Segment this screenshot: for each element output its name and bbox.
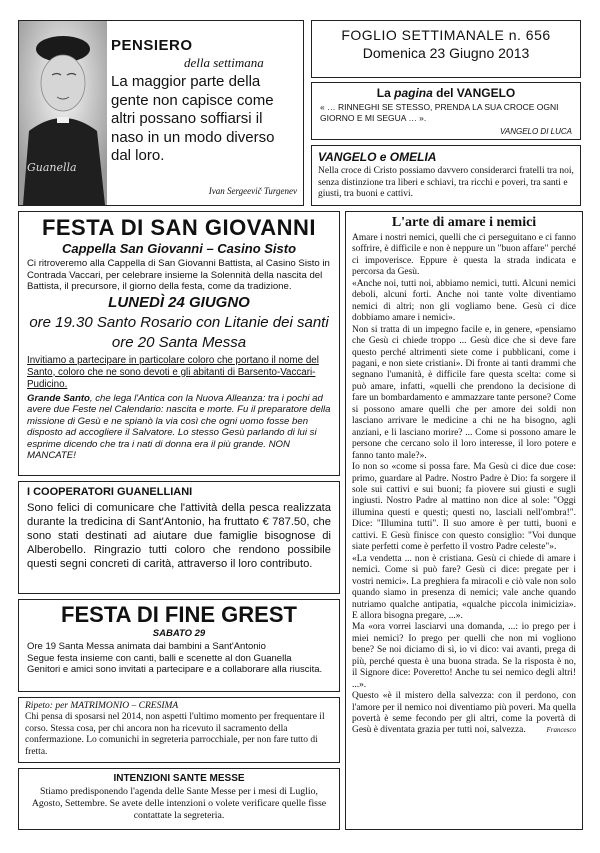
intenzioni-box bbox=[18, 768, 340, 830]
pensiero-box bbox=[18, 20, 304, 206]
foglio-date: Domenica 23 Giugno 2013 bbox=[362, 45, 530, 61]
pensiero-quote: La maggior parte della gente non capisce come altri possano soffiarsi il naso in un modo diverso dal loro. bbox=[111, 73, 275, 164]
festa-san-giovanni-box bbox=[18, 211, 340, 476]
grest-text: Ore 19 Santa Messa animata dai bambini a Sant'Antonio Segue festa insieme con canti, balli e scenette al don Guanella Genitori e amici sono invitati a partecipare e a collaborare alla riuscita. bbox=[27, 641, 323, 675]
vangelo-box bbox=[311, 82, 581, 140]
san-giovanni-subtitle: Cappella San Giovanni – Casino Sisto bbox=[61, 241, 297, 256]
arte-signature: Francesco bbox=[546, 726, 576, 735]
intenzioni-text: Stiamo predisponendo l'agenda delle Sante Messe per i mesi di Luglio, Agosto, Settembre. Se avete delle intenzioni o volete verificare quelle fisse contattate la segreteria. bbox=[31, 786, 327, 821]
arte-paragraph: Amare i nostri nemici, quelli che ci perseguitano e ci fanno soffrire, è difficile e non è neppure un "buon affare" perché ci impoverisce. Eppure è questa la strada indicata e percorsa da Gesù. bbox=[352, 233, 576, 278]
omelia-box bbox=[311, 145, 581, 206]
san-giovanni-intro: Ci ritroveremo alla Cappella di San Giovanni Battista, al Casino Sisto in Contrada Vaccari, per celebrare insieme la Solennità della nascita del Battista, il precursore, il giorno della festa, come da tradizione. bbox=[27, 258, 330, 292]
arte-paragraph: Io non so «come si possa fare. Ma Gesù ci dice due cose: primo, guardare al Padre. Nostro Padre è Dio: fa sorgere il sole sui cattivi e sui buoni; fa piovere sui giusti e sugli ingiusti. Nostro Padre al mattino non dice al sole: "Oggi illumina questi e questi; questi no, lasciali nell'ombra!". Dice: "Illumina tutti". Il suo amore è per tutti, buoni e cattivi. E Gesù finisce con questo consiglio: "Voi dunque siate perfetti come è perfetto il vostro Padre celeste"». bbox=[352, 462, 576, 553]
matrimonio-title: Ripeto: per MATRIMONIO – CRESIMA bbox=[25, 701, 179, 711]
pensiero-subtitle: della settimana bbox=[184, 55, 264, 70]
grest-date: SABATO 29 bbox=[152, 628, 206, 639]
arte-paragraph: «La vendetta ... non è cristiana. Gesù ci chiede di amare i nemici. Come si può fare? Gesù ci dice: pregate per i vostri nemici». La preghiera fa miracoli e ciò vale non solo quando siamo in presenza di nemici; vale anche quando nutriamo qualche antipatia, «qualche piccola inimicizia». E allora bisogna pregare, ...». bbox=[352, 553, 576, 621]
signature: Guanella bbox=[27, 161, 77, 174]
cooperatori-text: Sono felici di comunicare che l'attività della pesca realizzata durante la tredicina di Sant'Antonio, ha fruttato € 787.50, che sono stati destinati ad aiutare due famiglie bisognose di Alberobello. Ringrazio tutti coloro che rendono possibile questi segni concreti di carità, attraverso il loro contributo. bbox=[27, 502, 331, 570]
omelia-text: Nella croce di Cristo possiamo davvero considerarci fratelli tra noi, senza distinzione tra liberi e schiavi, tra ricchi e poveri, tra santi e giusti, tra buoni e cattivi. bbox=[318, 166, 574, 199]
san-giovanni-body: Grande Santo, che lega l'Antica con la Nuova Alleanza: tra i pochi ad avere due Feste nel Calendario: nascita e morte. Fu il preparatore della missione di Gesù e ne spianò la via così che ogni uomo fosse ben disposto ad accogliere il Salvatore. Lo stesso Gesù parlando di lui si esprime dicendo che tra i nati di donna era il più grande. NON MANCATE! bbox=[27, 392, 331, 462]
priest-portrait bbox=[19, 21, 107, 205]
grest-title: FESTA DI FINE GREST bbox=[61, 602, 297, 627]
san-giovanni-title: FESTA DI SAN GIOVANNI bbox=[41, 215, 317, 240]
san-giovanni-date: LUNEDÌ 24 GIUGNO bbox=[108, 293, 250, 311]
omelia-title: VANGELO e OMELIA bbox=[318, 150, 437, 164]
pensiero-author: Ivan Sergeevič Turgenev bbox=[208, 186, 297, 196]
san-giovanni-messa: ore 20 Santa Messa bbox=[111, 333, 247, 351]
fine-grest-box bbox=[18, 599, 340, 692]
vangelo-reference: VANGELO DI LUCA bbox=[499, 127, 572, 136]
arte-paragraph: «Anche noi, tutti noi, abbiamo nemici, tutti. Alcuni nemici deboli, alcuni forti. Anche noi tante volte diventiamo nemici di altri; non gli vogliamo bene. Gesù ci dice dobbiamo amare i nemici». bbox=[352, 278, 576, 324]
arte-paragraph: Questo «è il mistero della salvezza: con il perdono, con l'amore per il nemico noi diventiamo più poveri. Ma quella povertà è seme fecondo per gli altri, come la povertà di Gesù è diventata grazia per tutti noi, salvezza. Francesco bbox=[352, 691, 576, 736]
san-giovanni-rosario: ore 19.30 Santo Rosario con Litanie dei santi bbox=[29, 313, 329, 331]
vangelo-title: La pagina del VANGELO bbox=[376, 86, 516, 100]
cooperatori-box bbox=[18, 481, 340, 594]
matrimonio-box bbox=[18, 697, 340, 763]
cooperatori-title: I COOPERATORI GUANELLIANI bbox=[27, 486, 193, 498]
san-giovanni-invite: Invitiamo a partecipare in particolare coloro che portano il nome del Santo, coloro che ne sono devoti e gli abitanti di Barsento-Vaccari-Pudicino. bbox=[27, 354, 319, 390]
vangelo-text: « … RINNEGHI SE STESSO, PRENDA LA SUA CROCE OGNI GIORNO E MI SEGUA … ». bbox=[320, 102, 559, 123]
arte-title: L'arte di amare i nemici bbox=[391, 215, 537, 230]
intenzioni-title: INTENZIONI SANTE MESSE bbox=[113, 773, 245, 784]
matrimonio-text: Chi pensa di sposarsi nel 2014, non aspetti l'ultimo momento per frequentare il corso. Stessa cosa, per chi ancora non ha ricevuto il sacramento della confermazione. Lo comunichi in segreteria parrocchiale, per non fare tutto di fretta. bbox=[25, 712, 325, 757]
arte-paragraph: Non si tratta di un impegno facile e, in genere, «pensiamo che Gesù ci chiede troppo ... Gesù dice che si deve fare questo perché altrimenti siete come i pubblicani, come i pagani, e non siete cristiani». Di fronte ai tanti drammi che segnano l'umanità, è difficile fare questa scelta: come si può amare, infatti, «quelli che prendono la decisione di fare un bombardamento e ammazzare tante persone? Come si possono amare quelli che per amore dei soldi non lasciano arrivare le medicine a chi ne ha bisogno, agli anziani, e li lasciano morire? ... Come si possono amare le persone che cercano solo il loro interesse, il loro potere e fanno tanto male?». bbox=[352, 324, 576, 461]
pensiero-title: PENSIERO bbox=[111, 37, 193, 54]
foglio-header-box bbox=[311, 20, 581, 78]
arte-amare-nemici-box bbox=[345, 211, 583, 830]
arte-paragraph: Ma «ora vorrei lasciarvi una domanda, ...: io prego per i miei nemici? Io prego per quelli che non mi vogliono bene? Se noi diciamo di sì, io vi dico: vai avanti, prega di più, perché questa è una buona strada. Se la risposta è no, il Signore dice: Poveretto! Anche tu sei nemico degli altri! ...». bbox=[352, 622, 576, 690]
arte-text bbox=[352, 233, 576, 737]
foglio-title: FOGLIO SETTIMANALE n. 656 bbox=[341, 27, 551, 43]
